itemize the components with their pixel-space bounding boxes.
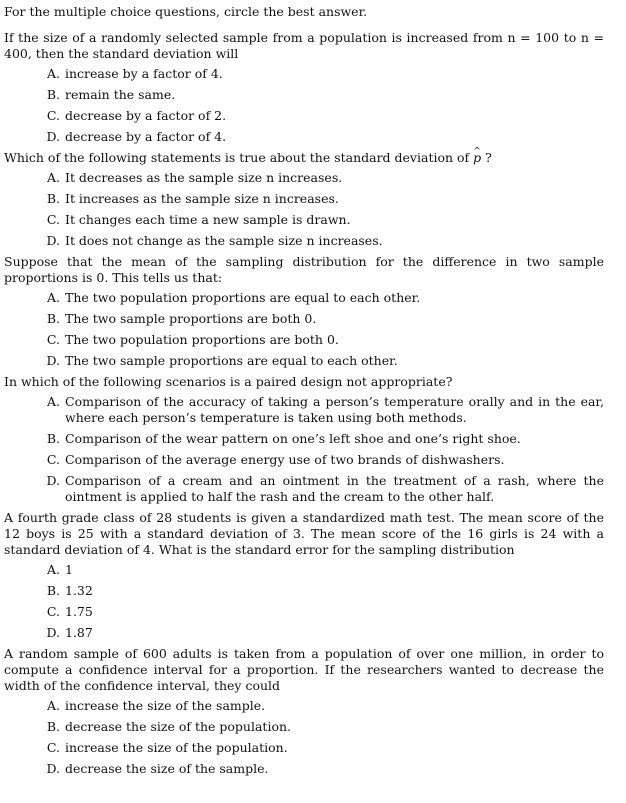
choice-letter: A.: [46, 562, 60, 577]
choice-option[interactable]: [4, 562, 604, 578]
choice-text: The two population proportions are equal to each other.: [65, 290, 421, 305]
choice-list: [4, 290, 604, 369]
stem-suffix: ?: [485, 150, 492, 165]
choice-text: decrease the size of the sample.: [65, 761, 269, 776]
choice-letter: A.: [46, 290, 60, 305]
choice-list: [4, 66, 604, 145]
choice-letter: B.: [46, 87, 60, 102]
choice-letter: A.: [46, 698, 60, 713]
choice-option[interactable]: [4, 108, 604, 124]
question-5: [4, 510, 604, 641]
choice-text: decrease by a factor of 4.: [65, 129, 227, 144]
choice-option[interactable]: [4, 66, 604, 82]
choice-letter: D.: [46, 473, 60, 488]
choice-option[interactable]: [4, 233, 604, 249]
choice-letter: D.: [46, 233, 60, 248]
question-stem: [4, 150, 604, 166]
question-stem: A random sample of 600 adults is taken from a population of over one million, in order to compute a confidence interval for a proportion. If the researchers wanted to decrease the width of the confidence interval, they could: [4, 646, 604, 693]
choice-option[interactable]: [4, 170, 604, 186]
choice-letter: A.: [46, 394, 60, 409]
choice-letter: D.: [46, 625, 60, 640]
choice-text: Comparison of the wear pattern on one’s left shoe and one’s right shoe.: [65, 431, 521, 446]
choice-letter: A.: [46, 170, 60, 185]
choice-text: It does not change as the sample size n increases.: [65, 233, 383, 248]
choice-letter: C.: [46, 332, 60, 347]
choice-option[interactable]: [4, 394, 604, 426]
choice-letter: A.: [46, 66, 60, 81]
choice-text: Comparison of a cream and an ointment in the treatment of a rash, where the ointment is applied to half the rash and the cream to the other half.: [65, 473, 604, 504]
choice-letter: B.: [46, 583, 60, 598]
choice-text: increase by a factor of 4.: [65, 66, 223, 81]
choice-text: Comparison of the average energy use of two brands of dishwashers.: [65, 452, 505, 467]
choice-option[interactable]: [4, 311, 604, 327]
choice-letter: B.: [46, 431, 60, 446]
choice-option[interactable]: [4, 353, 604, 369]
choice-text: increase the size of the population.: [65, 740, 288, 755]
question-6: [4, 646, 604, 777]
choice-text: It decreases as the sample size n increases.: [65, 170, 343, 185]
question-stem: A fourth grade class of 28 students is given a standardized math test. The mean score of the 12 boys is 25 with a standard deviation of 3. The mean score of the 16 girls is 24 with a standard deviation of 4. What is the standard error for the sampling distribution: [4, 510, 604, 557]
choice-text: decrease by a factor of 2.: [65, 108, 227, 123]
choice-letter: C.: [46, 452, 60, 467]
choice-option[interactable]: [4, 698, 604, 714]
choice-letter: B.: [46, 191, 60, 206]
choice-option[interactable]: [4, 290, 604, 306]
question-stem: In which of the following scenarios is a paired design not appropriate?: [4, 374, 453, 389]
choice-text: The two population proportions are both 0.: [65, 332, 339, 347]
choice-option[interactable]: [4, 473, 604, 505]
instructions: For the multiple choice questions, circle the best answer.: [4, 4, 368, 19]
choice-list: [4, 698, 604, 777]
choice-option[interactable]: [4, 332, 604, 348]
choice-option[interactable]: [4, 761, 604, 777]
choice-text: remain the same.: [65, 87, 176, 102]
choice-list: [4, 170, 604, 249]
choice-text: Comparison of the accuracy of taking a person’s temperature orally and in the ear, where each person’s temperature is taken using both methods.: [65, 394, 604, 425]
question-stem: If the size of a randomly selected sample from a population is increased from n = 100 to n = 400, then the standard deviation will: [4, 30, 604, 61]
choice-option[interactable]: [4, 625, 604, 641]
choice-text: 1: [65, 562, 73, 577]
choice-option[interactable]: [4, 583, 604, 599]
choice-text: The two sample proportions are both 0.: [65, 311, 317, 326]
choice-text: It increases as the sample size n increases.: [65, 191, 339, 206]
p-hat-symbol: ^ p: [473, 150, 481, 166]
choice-text: The two sample proportions are equal to each other.: [65, 353, 398, 368]
choice-list: [4, 394, 604, 505]
choice-text: It changes each time a new sample is drawn.: [65, 212, 351, 227]
question-stem: Suppose that the mean of the sampling distribution for the difference in two sample proportions is 0. This tells us that:: [4, 254, 604, 285]
choice-letter: C.: [46, 212, 60, 227]
question-2: [4, 150, 604, 249]
choice-text: 1.75: [65, 604, 93, 619]
choice-option[interactable]: [4, 87, 604, 103]
choice-letter: B.: [46, 311, 60, 326]
question-3: [4, 254, 604, 369]
question-1: [4, 30, 604, 145]
choice-letter: D.: [46, 353, 60, 368]
choice-option[interactable]: [4, 129, 604, 145]
choice-option[interactable]: [4, 431, 604, 447]
choice-text: 1.87: [65, 625, 93, 640]
choice-option[interactable]: [4, 604, 604, 620]
choice-option[interactable]: [4, 740, 604, 756]
stem-text: Which of the following statements is true about the standard deviation of: [4, 150, 470, 165]
choice-letter: B.: [46, 719, 60, 734]
choice-text: increase the size of the sample.: [65, 698, 266, 713]
choice-list: [4, 562, 604, 641]
choice-option[interactable]: [4, 719, 604, 735]
choice-letter: C.: [46, 740, 60, 755]
choice-letter: C.: [46, 604, 60, 619]
choice-letter: D.: [46, 761, 60, 776]
choice-text: decrease the size of the population.: [65, 719, 291, 734]
choice-option[interactable]: [4, 191, 604, 207]
choice-option[interactable]: [4, 452, 604, 468]
choice-text: 1.32: [65, 583, 93, 598]
question-4: [4, 374, 604, 505]
choice-letter: D.: [46, 129, 60, 144]
choice-letter: C.: [46, 108, 60, 123]
choice-option[interactable]: [4, 212, 604, 228]
